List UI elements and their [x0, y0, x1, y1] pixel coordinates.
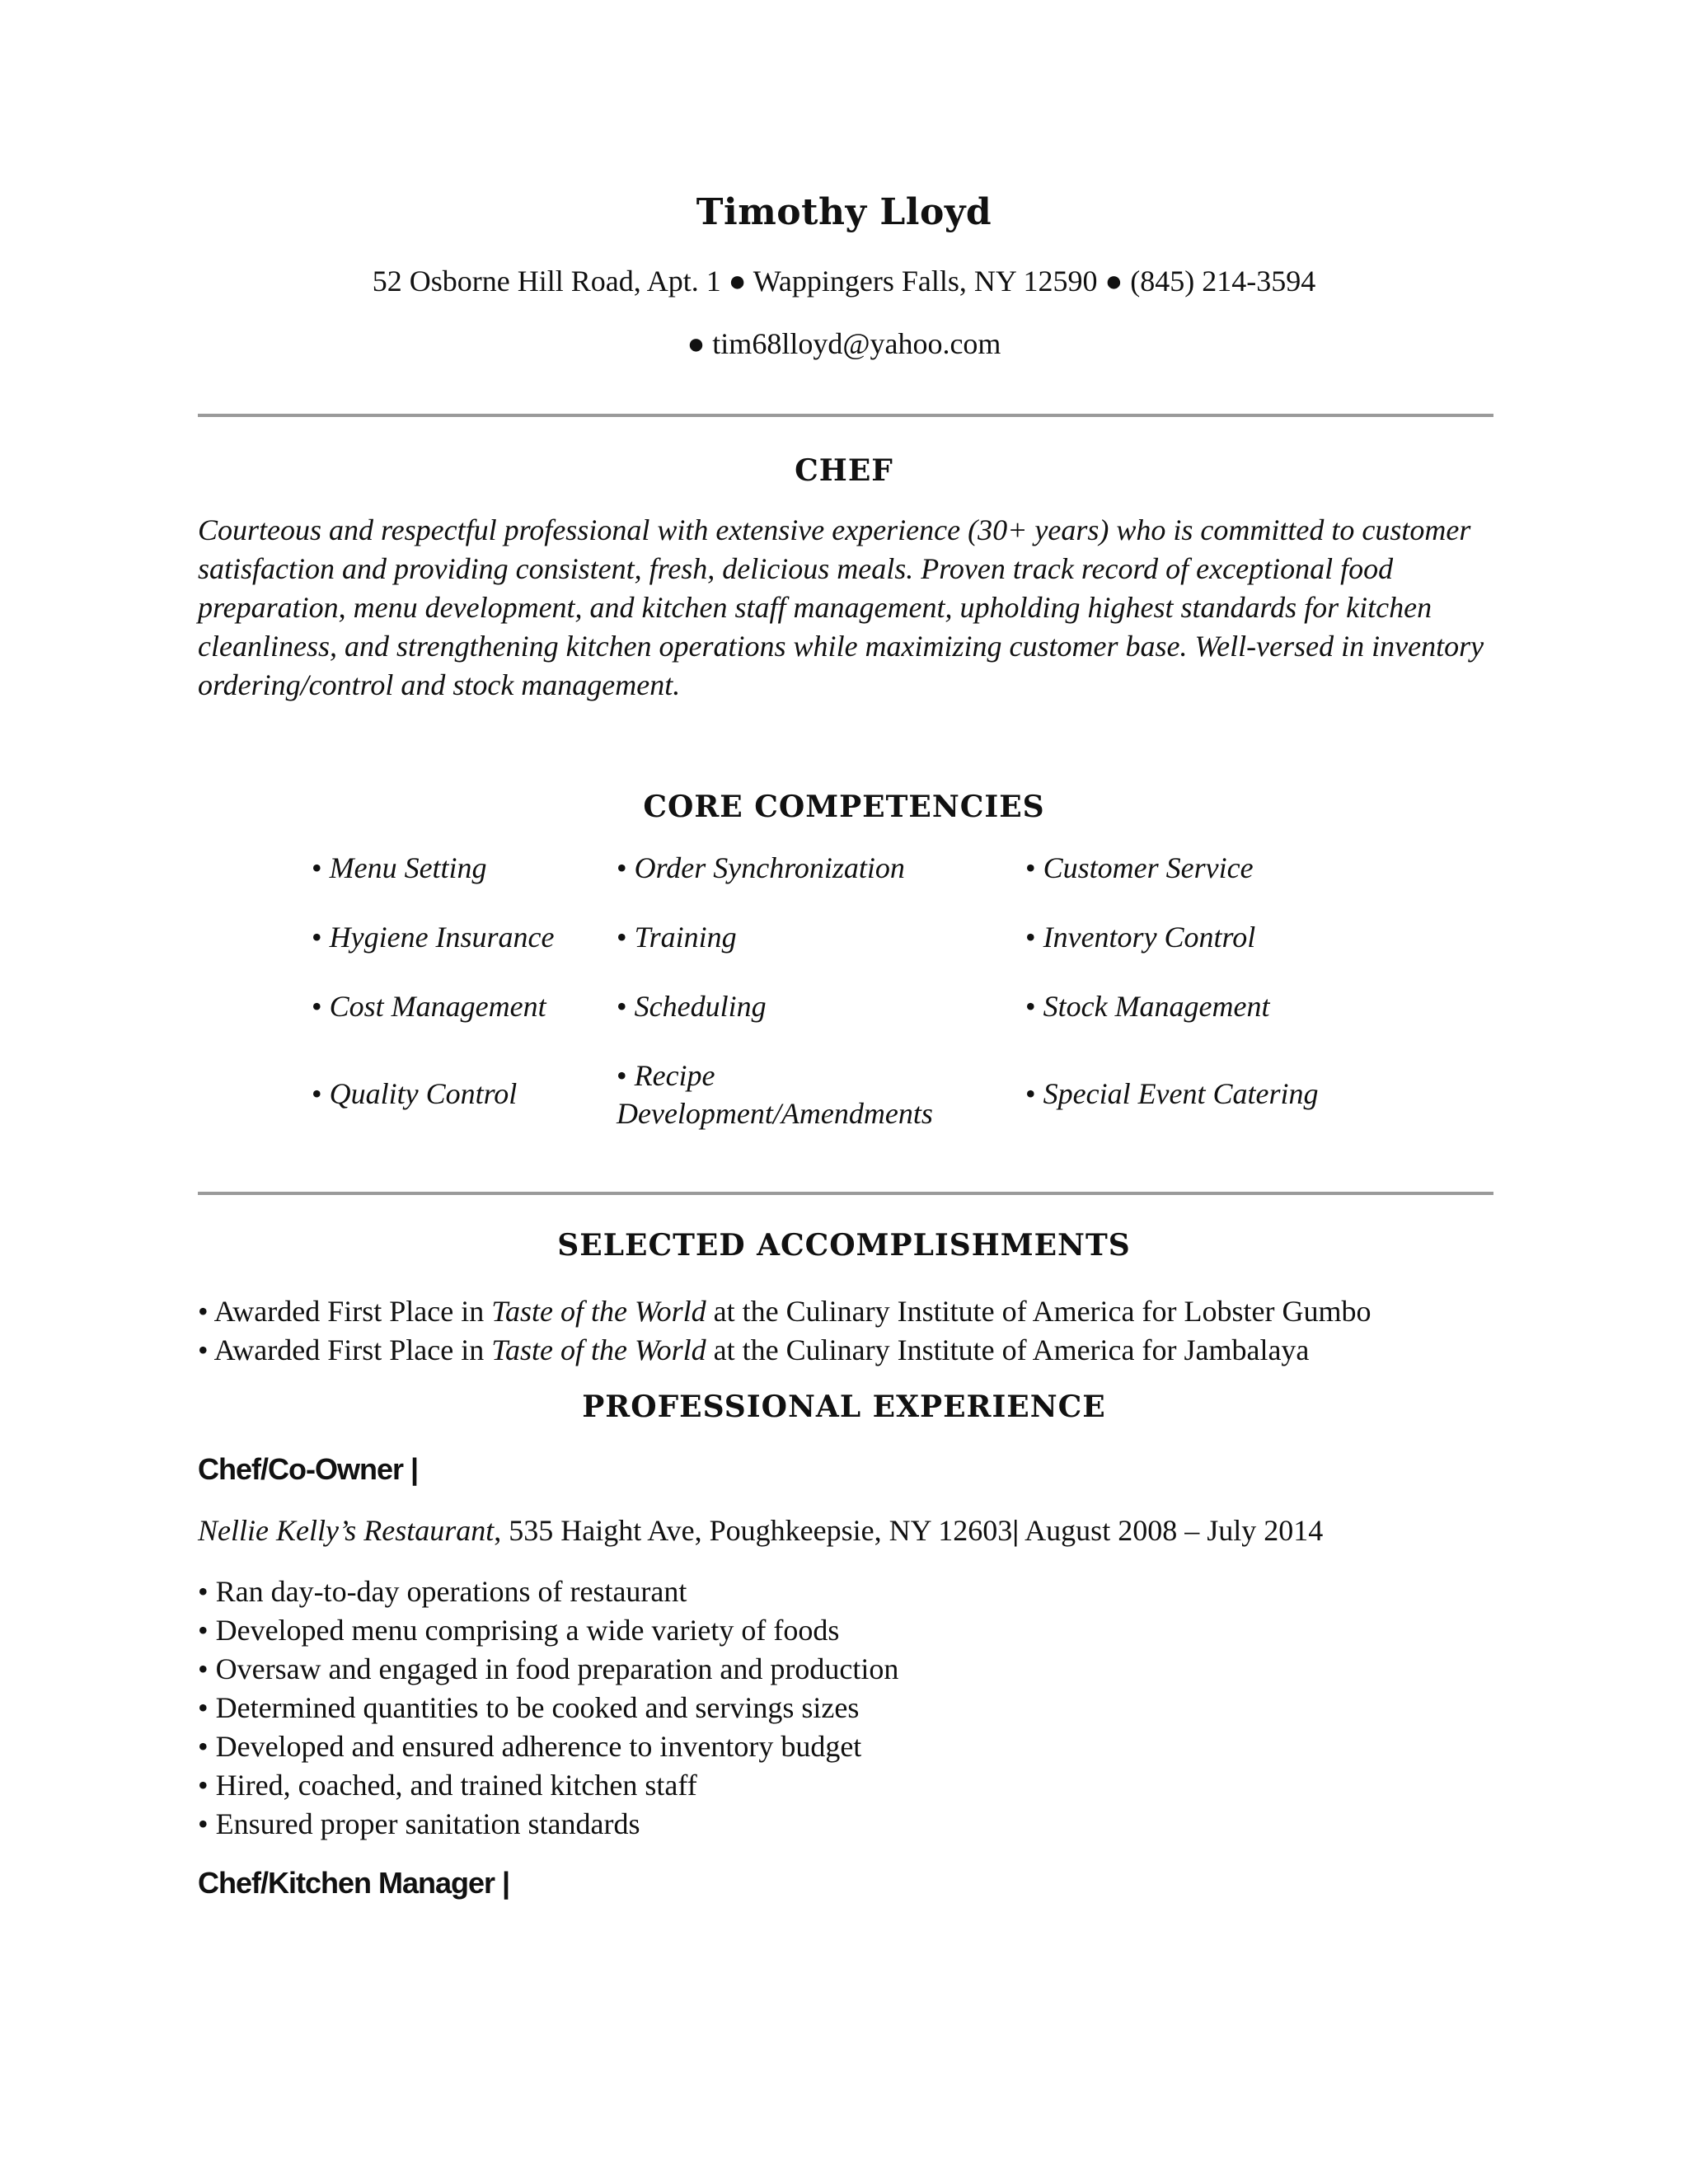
competency-item [1025, 849, 1254, 887]
competency-item [312, 849, 487, 887]
competency-item [312, 1075, 517, 1113]
duty-item: • Hired, coached, and trained kitchen staff [198, 1769, 697, 1802]
divider-competencies [198, 1192, 1493, 1195]
accomplishment-event: Taste of the World [491, 1333, 706, 1366]
duty-item: • Ensured proper sanitation standards [198, 1807, 640, 1840]
summary-text: Courteous and respectful professional with extensive experience (30+ years) who is committed to customer satisfaction and providing consistent, fresh, delicious meals. Proven track record of exceptional food preparation, menu development, and kitchen staff management, upholding highest standards for kitchen cleanliness, and strengthening kitchen operations while maximizing customer base. Well-versed in inventory ordering/control and stock management. [198, 513, 1484, 701]
competency-label: Menu Setting [329, 851, 487, 884]
employer-line [198, 1513, 1323, 1548]
bullet-icon: • [1025, 851, 1036, 884]
separator: | [1012, 1514, 1020, 1547]
accomplishment-item [198, 1292, 1517, 1331]
duty-item: • Ran day-to-day operations of restaurant [198, 1575, 687, 1608]
bullet-icon: • [617, 990, 627, 1023]
competency-label: Recipe Development/Amendments [617, 1059, 933, 1130]
experience-title: PROFESSIONAL EXPERIENCE [582, 1390, 1106, 1424]
bullet-icon: • [312, 990, 322, 1023]
bullet-icon: • [1025, 1077, 1036, 1110]
competency-label: Quality Control [329, 1077, 518, 1110]
competency-item [1025, 1075, 1319, 1113]
competency-label: Training [634, 921, 737, 954]
accomplishments-title: SELECTED ACCOMPLISHMENTS [557, 1228, 1131, 1263]
bullet-icon: • [312, 921, 322, 954]
contact-email: ● tim68lloyd@yahoo.com [687, 327, 1001, 360]
accomplishment-event: Taste of the World [491, 1295, 706, 1328]
accomplishment-suffix: at the Culinary Institute of America for Jambalaya [706, 1333, 1310, 1366]
competency-label: Cost Management [329, 990, 546, 1023]
competency-item [617, 918, 737, 956]
competency-item [1025, 987, 1270, 1025]
competency-label: Stock Management [1043, 990, 1270, 1023]
job-dates: August 2008 – July 2014 [1019, 1514, 1324, 1547]
job-title: Chef/Kitchen Manager | [198, 1866, 510, 1900]
accomplishment-prefix: • Awarded First Place in [198, 1295, 492, 1328]
job-title: Chef/Co-Owner | [198, 1452, 419, 1486]
competency-label: Order Synchronization [634, 851, 905, 884]
competency-label: Hygiene Insurance [329, 921, 555, 954]
competency-item [617, 1057, 996, 1132]
bullet-icon: • [617, 851, 627, 884]
competency-label: Scheduling [634, 990, 767, 1023]
bullet-icon: • [1025, 921, 1036, 954]
bullet-icon: • [1025, 990, 1036, 1023]
candidate-name: Timothy Lloyd [696, 191, 992, 233]
bullet-icon: • [312, 851, 322, 884]
competency-item [1025, 918, 1255, 956]
employer-name: Nellie Kelly’s Restaurant [198, 1514, 495, 1547]
duty-item: • Developed menu comprising a wide variety of foods [198, 1614, 840, 1647]
competency-label: Inventory Control [1043, 921, 1256, 954]
competency-item [617, 849, 905, 887]
competency-item [312, 987, 546, 1025]
duty-item: • Oversaw and engaged in food preparation and production [198, 1652, 899, 1685]
duty-item: • Determined quantities to be cooked and servings sizes [198, 1691, 860, 1724]
contact-address-phone: 52 Osborne Hill Road, Apt. 1 ● Wappingers Falls, NY 12590 ● (845) 214-3594 [372, 265, 1316, 298]
divider-header [198, 414, 1493, 417]
employer-address: , 535 Haight Ave, Poughkeepsie, NY 12603 [494, 1514, 1013, 1547]
competency-item [312, 918, 555, 956]
competency-item [617, 987, 767, 1025]
accomplishment-item [198, 1331, 1517, 1370]
bullet-icon: • [617, 1059, 627, 1092]
competency-label: Customer Service [1043, 851, 1254, 884]
duty-item: • Developed and ensured adherence to inventory budget [198, 1730, 862, 1763]
accomplishments-list [198, 1292, 1517, 1370]
core-competencies-title: CORE COMPETENCIES [643, 790, 1045, 824]
accomplishment-prefix: • Awarded First Place in [198, 1333, 492, 1366]
competency-label: Special Event Catering [1043, 1077, 1319, 1110]
accomplishment-suffix: at the Culinary Institute of America for Lobster Gumbo [706, 1295, 1372, 1328]
bullet-icon: • [312, 1077, 322, 1110]
duties-list [198, 1572, 1517, 1844]
bullet-icon: • [617, 921, 627, 954]
summary-title: CHEF [795, 453, 893, 488]
